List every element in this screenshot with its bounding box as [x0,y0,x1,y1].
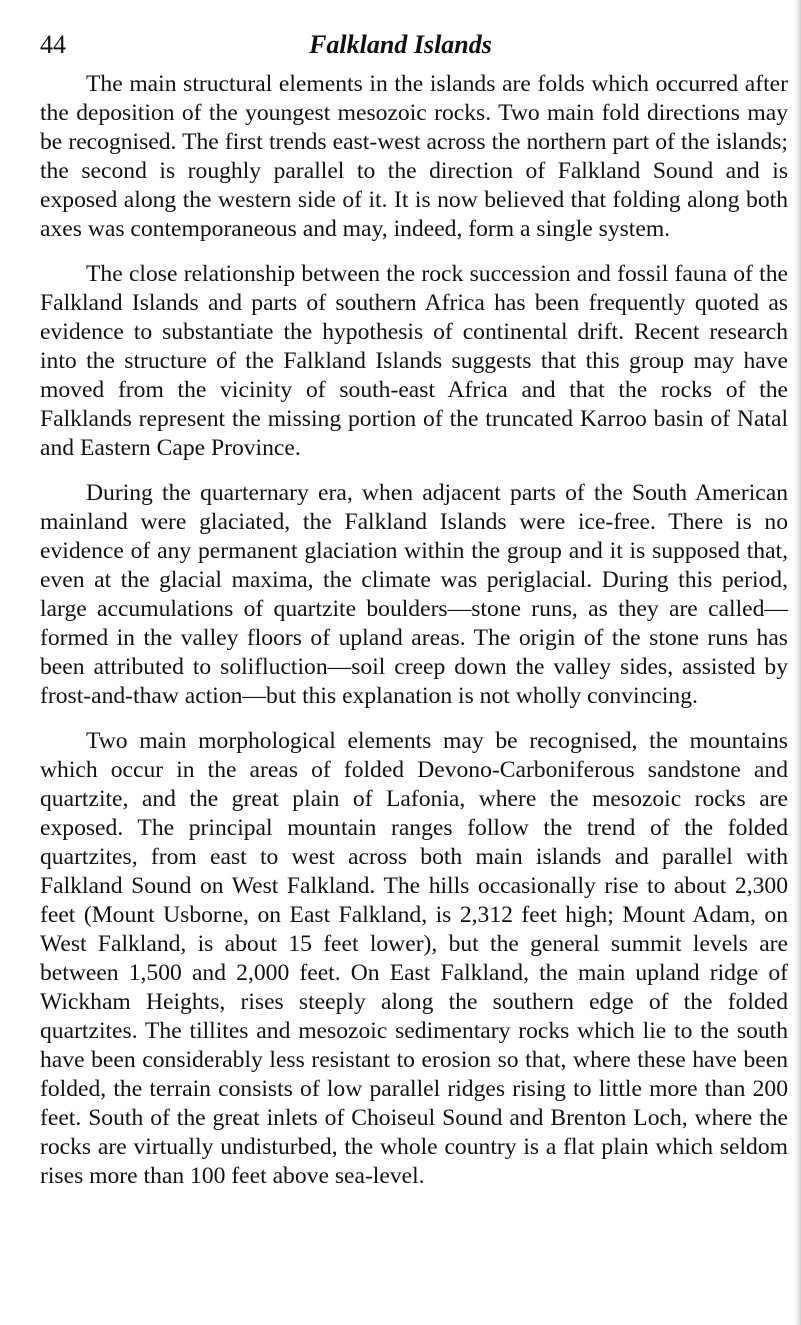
page-number: 44 [40,30,66,59]
paragraph-quarternary-era: During the quarternary era, when adjacent parts of the South American mainland were glaciated, the Falkland Islands were ice-free. There is no evidence of any permanent glaciation within the group and it is supposed that, even at the glacial maxima, the climate was periglacial. During this period, large accumulations of quartzite boulders—stone runs, as they are called—formed in the valley floors of upland areas. The origin of the stone runs has been attributed to solifluction—soil creep down the valley sides, assisted by frost-and-thaw action—but this explanation is not wholly convincing. [40,480,788,709]
running-head [0,28,801,62]
paragraph-structure: The main structural elements in the islands are folds which occurred after the deposition of the youngest mesozoic rocks. Two main fold directions may be recognised. The first trends east-west across the northern part of the islands; the second is roughly parallel to the direction of Falkland Sound and is exposed along the western side of it. It is now believed that folding along both axes was contemporaneous and may, indeed, form a single system. [40,71,788,242]
running-title: Falkland Islands [309,30,492,59]
paragraph-continental-drift: The close relationship between the rock succession and fossil fauna of the Falkland Islands and parts of southern Africa has been frequently quoted as evidence to substantiate the hypothesis of continental drift. Recent research into the structure of the Falkland Islands suggests that this group may have moved from the vicinity of south-east Africa and that the rocks of the Falklands represent the missing portion of the truncated Karroo basin of Natal and Eastern Cape Province. [40,261,788,461]
page-edge-shadow [794,0,801,1325]
body-text [40,70,788,1207]
paragraph-morphology: Two main morphological elements may be recognised, the mountains which occur in the areas of folded Devono-Carboniferous sandstone and quartzite, and the great plain of Lafonia, where the mesozoic rocks are exposed. The principal mountain ranges follow the trend of the folded quartzites, from east to west across both main islands and parallel with Falkland Sound on West Falkland. The hills occasionally rise to about 2,300 feet (Mount Usborne, on East Falkland, is 2,312 feet high; Mount Adam, on West Falkland, is about 15 feet lower), but the general summit levels are between 1,500 and 2,000 feet. On East Falkland, the main upland ridge of Wickham Heights, rises steeply along the southern edge of the folded quartzites. The tillites and mesozoic sedimentary rocks which lie to the south have been considerably less resistant to erosion so that, where these have been folded, the terrain consists of low parallel ridges rising to little more than 200 feet. South of the great inlets of Choiseul Sound and Brenton Loch, where the rocks are virtually undisturbed, the whole country is a flat plain which seldom rises more than 100 feet above sea-level. [40,728,788,1189]
